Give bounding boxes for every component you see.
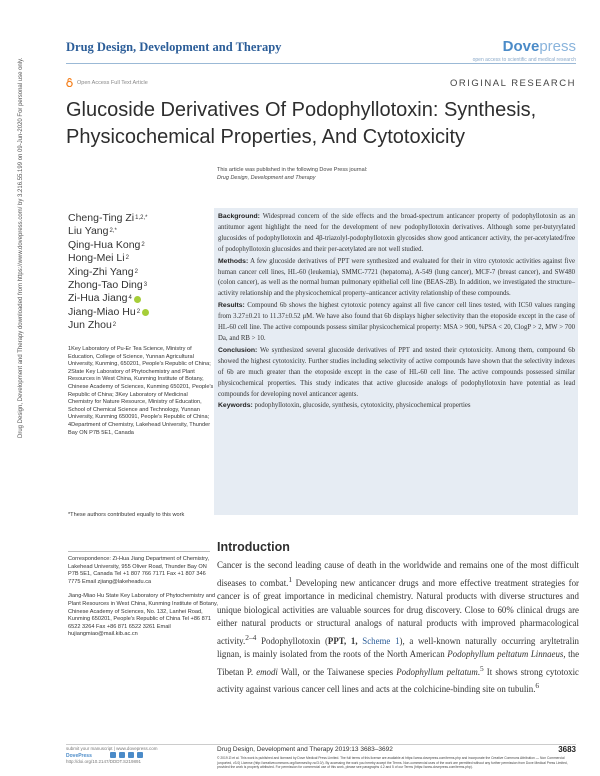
publication-note: [217, 166, 367, 182]
author-name[interactable]: Liu Yang: [68, 225, 109, 238]
citation-ref[interactable]: 5: [479, 663, 484, 673]
equal-contribution-note: *These authors contributed equally to this work: [68, 512, 185, 518]
citation-ref[interactable]: 2–4: [245, 632, 257, 642]
author-affiliation-marker: 2: [136, 308, 141, 315]
citation-ref[interactable]: 6: [535, 681, 540, 691]
author-name[interactable]: Cheng-Ting Zi: [68, 212, 135, 224]
brand-main: Dove: [502, 38, 540, 55]
abstract-keywords: podophyllotoxin, glucoside, synthesis, cytotoxicity, physicochemical properties: [254, 402, 471, 410]
abstract-results-heading: Results:: [218, 302, 245, 310]
facebook-icon[interactable]: [110, 752, 116, 758]
author-affiliation-marker: 2: [112, 322, 117, 329]
intro-text: Wall, or the Taiwanese species: [277, 666, 397, 677]
brand-tagline: open access to scientific and medical research: [472, 57, 576, 63]
abstract-keywords-heading: Keywords:: [218, 402, 253, 410]
publication-note-line: This article was published in the following Dove Press journal:: [217, 167, 368, 173]
header-divider: [66, 63, 576, 64]
compound-label: PPT, 1,: [327, 635, 363, 646]
author-affiliation-marker: 2: [141, 241, 145, 248]
citation-ref[interactable]: 1: [288, 574, 293, 584]
linkedin-icon[interactable]: [128, 752, 134, 758]
author-name[interactable]: Xing-Zhi Yang: [68, 265, 134, 278]
open-access-text: Open Access Full Text Article: [77, 79, 148, 86]
introduction-heading: Introduction: [217, 540, 290, 554]
social-icons: [110, 752, 143, 758]
intro-text: It shows strong cytotoxic activity against various cancer cell lines and acts at the colchicine-binding site on tubulin.: [217, 666, 579, 695]
species-name: emodi: [256, 666, 278, 677]
doi-link[interactable]: http://doi.org/10.2147/DDDT.S219891: [66, 759, 142, 764]
twitter-icon[interactable]: [119, 752, 125, 758]
correspondence: [68, 556, 218, 646]
author-item: [68, 252, 149, 265]
author-name[interactable]: Hong-Mei Li: [68, 252, 125, 265]
footer-divider: [66, 744, 576, 745]
publication-note-journal: Drug Design, Development and Therapy: [217, 175, 316, 181]
correspondence-author-1: Correspondence: Zi-Hua Jiang Department of Chemistry, Lakehead University, 955 Oliver Road, Thunder Bay ON P7B 5E1, Canada Tel +1 807 766 7171 Fax +1 807 346 7775 Email zjiang@lakeheadu.ca: [68, 556, 210, 585]
author-name[interactable]: Jiang-Miao Hu: [68, 305, 136, 318]
author-item: [68, 212, 149, 225]
author-affiliation-marker: 3: [143, 282, 148, 289]
author-item: [68, 319, 149, 332]
affiliations: 1Key Laboratory of Pu-Er Tea Science, Ministry of Education, College of Science, Yunnan Agricultural University, Kunming, 650201, People's Republic of China; 2State Key Laboratory of Phytochemistry and Plant Resources in West China, Kunming Institute of Botany, Chinese Academy of Sciences, Kunming 650201, People's Republic of China; 3Key Laboratory of Medicinal Chemistry for Nature Resource, Ministry of Education, School of Chemical Science and Technology, Yunnan University, Kunming 650091, People's Republic of China; 4Department of Chemistry, Lakehead University, Thunder Bay ON P7B 5E1, Canada: [68, 346, 214, 436]
journal-name: Drug Design, Development and Therapy: [66, 40, 282, 54]
download-sidebar-text: Drug Design, Development and Therapy downloaded from https://www.dovepress.com/ by 3.216.55.199 on 09-Jun-2020 For personal use only.: [18, 57, 24, 438]
article-title: Glucoside Derivatives Of Podophyllotoxin: Synthesis, Physicochemical Properties, And Cytotoxicity: [66, 99, 537, 148]
license-body: © 2019 Zi et al. This work is published and licensed by Dove Medical Press Limited. The full terms of this license are available at https://www.dovepress.com/terms.php and incorporate the Creative Commons Attribution — Non Commercial (unported, v3.0) License (http://creativecommons.org/licenses/by-nc/3.0/). By accessing the work you hereby accept the Terms. Non-commercial uses of the work are permitted without any further permission from Dove Medical Press Limited, provided the work is properly attributed. For permission for commercial use of this work, please see paragraphs 4.2 and 5 of our Terms (https://www.dovepress.com/terms.php).: [217, 756, 568, 770]
abstract-methods-heading: Methods:: [218, 257, 249, 265]
species-name: Podophyllum peltatum: [396, 666, 478, 677]
orcid-icon[interactable]: [142, 309, 149, 316]
introduction-paragraph: [217, 559, 579, 697]
abstract-conclusion: We synthesized several glucoside derivatives of PPT and tested their cytotoxicity. Among them, compound 6b showed the highest cytotoxicity. Further studies including selectivity of active compounds have shown that the selectivity indexes of 6b are much greater than the etoposide except in the case of HL-60 cell line. The active compounds possessed similar physicochemical properties. This study indicates that active glucoside analogs of podophyllotoxin have potential as lead compounds for developing novel anticancer agents.: [218, 346, 576, 398]
species-name: Podophyllum peltatum Linnaeus: [447, 649, 564, 660]
author-item: [68, 292, 149, 305]
open-access-label: [66, 78, 148, 87]
submit-link[interactable]: submit your manuscript | www.dovepress.com: [66, 746, 158, 751]
publisher-logo: [473, 38, 576, 63]
author-affiliation-marker: 2: [125, 255, 129, 262]
license-text: [217, 756, 579, 770]
intro-text: Developing new anticancer drugs and more effective treatment strategies for cancer is of great importance in medicinal chemistry. Natural products with diverse structures and unique biological activities are valuable sources for drug discovery. Close to 60% clinical drugs are either natural products or structural analogs of natural products with improved pharmacological activity.: [217, 577, 580, 646]
orcid-icon[interactable]: [134, 296, 141, 303]
author-list: [68, 212, 149, 333]
intro-text: ), a well-known naturally occurring aryltetralin lignan, is mainly isolated from the roots of the North American: [217, 635, 579, 660]
citation-line: Drug Design, Development and Therapy 2019:13 3683–3692: [217, 746, 393, 753]
author-name[interactable]: Zhong-Tao Ding: [68, 279, 143, 292]
open-access-icon: [66, 78, 73, 87]
author-item: [68, 266, 149, 279]
correspondence-author-2: Jiang-Miao Hu State Key Laboratory of Phytochemistry and Plant Resources in West China, Kunming Institute of Botany, Chinese Academy of Sciences, No. 132, Lanhei Road, Kunming 650201, People's Republic of China Tel +86 871 6522 3264 Fax +86 871 6522 3261 Email hujiangmiao@mail.kib.ac.cn: [68, 593, 218, 638]
youtube-icon[interactable]: [137, 752, 143, 758]
abstract-results: Compound 6b shows the highest cytotoxic potency against all five cancer cell lines tested, with IC50 values ranging from 3.27±0.21 to 11.37±0.52 μM. We have also found that 6b displays higher selectivity than the etoposide except in the case of HL-60 cell line. The active compounds possess similar physicochemical property: MSA > 900, %PSA < 20, ClogP > 2, MW > 700 Da, and RB > 10.: [218, 302, 576, 342]
abstract: [218, 212, 575, 413]
correspondence-divider: [68, 551, 210, 552]
intro-text: Podophyllotoxin (: [256, 635, 328, 646]
intro-text: , the Tibetan P.: [217, 649, 580, 677]
author-name[interactable]: Qing-Hua Kong: [68, 238, 141, 251]
author-item: [68, 306, 149, 319]
download-sidebar: [16, 57, 28, 438]
author-affiliation-marker: 2,*: [109, 228, 117, 235]
author-name[interactable]: Jun Zhou: [68, 319, 112, 332]
intro-text: Cancer is the second leading cause of death in the worldwide and remains one of the most difficult diseases to combat.: [217, 560, 579, 588]
abstract-background-heading: Background:: [218, 213, 260, 220]
author-name[interactable]: Zi-Hua Jiang: [68, 292, 128, 305]
author-item: [68, 239, 149, 252]
author-item: [68, 279, 149, 292]
abstract-methods: A few glucoside derivatives of PPT were synthesized and evaluated for their in vitro cytotoxic activities against five human cancer cell lines, HL-60 (leukemia), SMMC-7721 (hepatoma), A-549 (lung cancer), MCF-7 (breast cancer), and SW480 (colon cancer), as well as the normal human pulmonary epithelial cell line (BEAS-2B). In addition, we investigated the structure–activity relationship and the physicochemical property–anticancer activity relationship of these compounds.: [218, 257, 575, 298]
section-label: ORIGINAL RESEARCH: [450, 78, 576, 89]
footer-brand: DovePress: [66, 752, 92, 759]
author-affiliation-marker: 2: [134, 268, 138, 275]
author-affiliation-marker: 4: [128, 295, 132, 302]
author-item: [68, 225, 149, 238]
abstract-conclusion-heading: Conclusion:: [218, 346, 258, 354]
brand-press: press: [539, 38, 576, 55]
page-number: 3683: [558, 745, 576, 754]
scheme-link[interactable]: Scheme 1: [362, 635, 400, 646]
abstract-background: Widespread concern of the side effects and the broad-spectrum anticancer property of podophyllotoxin as an antitumor agent highlight the need for the development of new podophyllotoxin derivatives. Although some per-butyrylated glucosides of podophyllotoxin and 4β-triazolyl-podophyllotoxin glycosides show good anticancer activity, the per-acetylated/free of podophyllotoxin glucosides and their per-acetylated are not well studied.: [218, 213, 575, 253]
author-affiliation-marker: 1,2,*: [135, 215, 148, 221]
intro-text: .: [477, 666, 480, 677]
